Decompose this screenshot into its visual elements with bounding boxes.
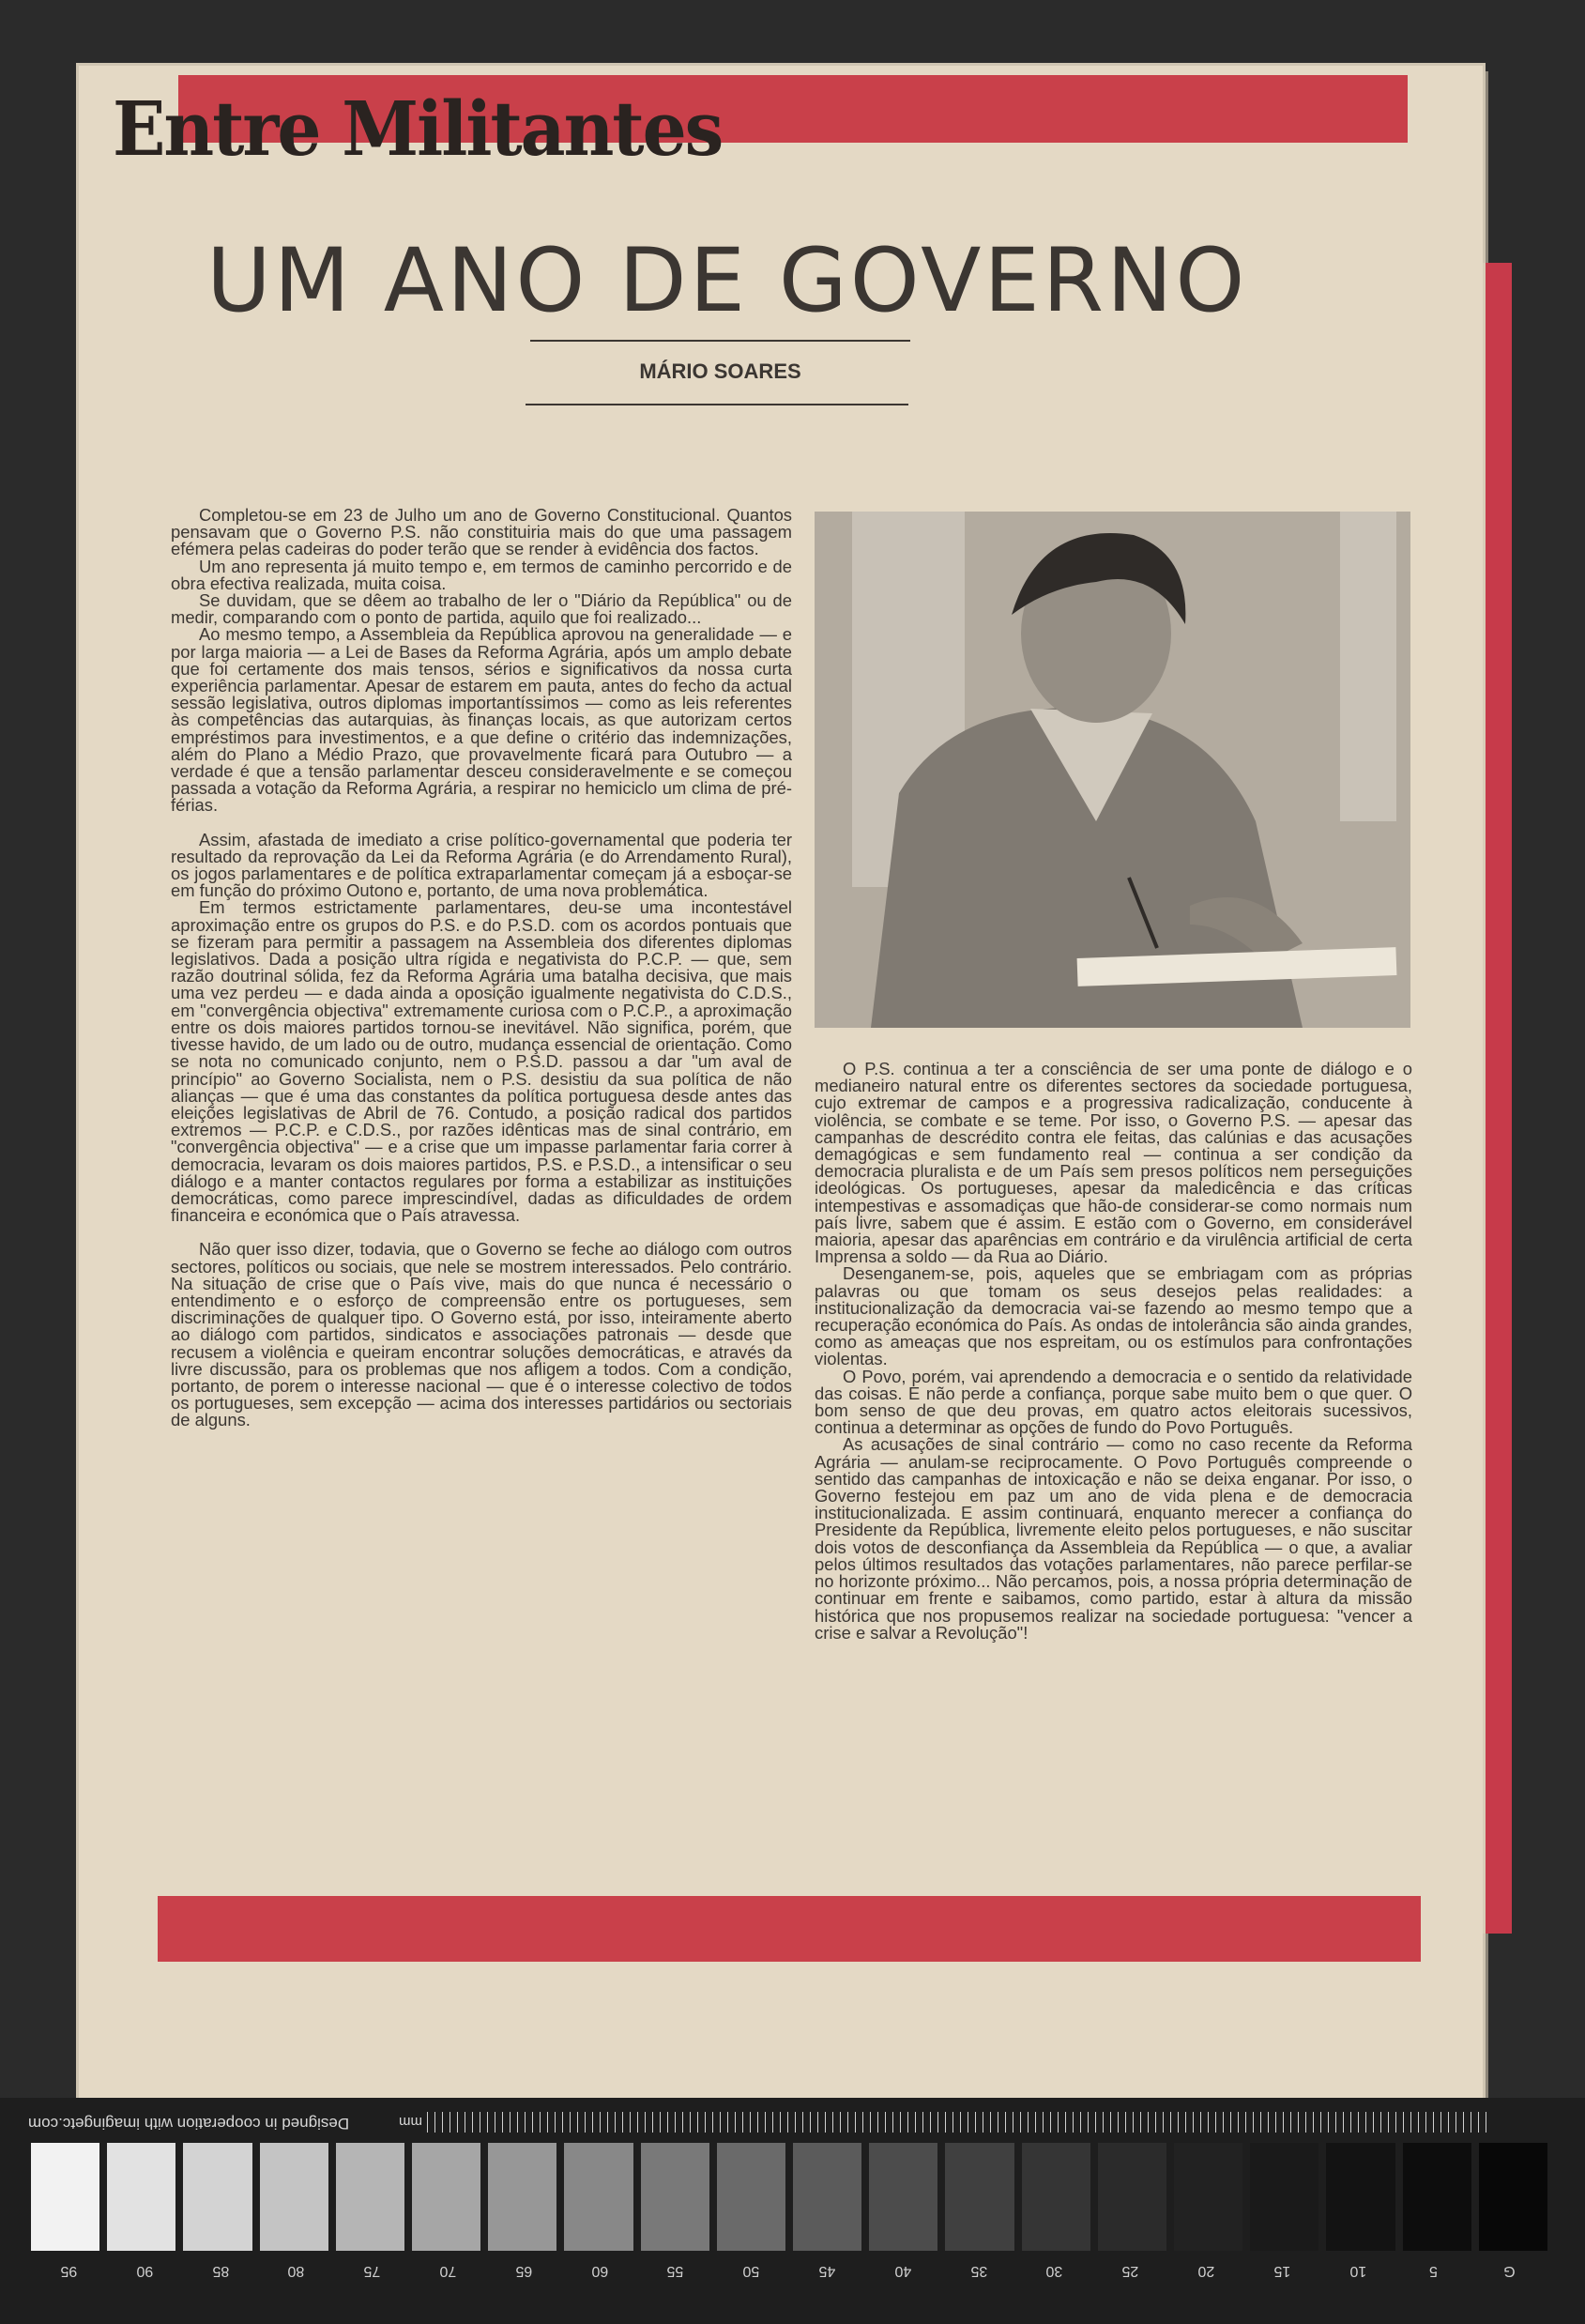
scale-number: 75 bbox=[363, 2263, 381, 2279]
scale-number: 10 bbox=[1349, 2263, 1366, 2279]
scale-number: 85 bbox=[212, 2263, 229, 2279]
article-right-column bbox=[815, 1061, 1412, 1642]
masthead: Entre Militantes bbox=[113, 85, 723, 174]
grey-swatch bbox=[564, 2143, 632, 2251]
paragraph: Ao mesmo tempo, a Assembleia da República aprovou na generalidade — e por larga maioria — a Lei de Bases da Reforma Agrária, após um amplo debate que foi certamente dos mais tensos, sérios e significativos da nossa curta experiência parlamentar. Apesar de estarem em pauta, antes do fecho da actual sessão legislativa, outros diplomas importantíssimos — como as leis referentes às competências das autarquias, às finanças locais, as que autorizam certos empréstimos para investimentos, e a que define o critério das indemnizações, além do Plano a Médio Prazo, que provavelmente ficará para Outubro — a verdade é que a tensão parlamentar desceu consideravelmente e se começou passada a votação da Reforma Agrária, a respirar no hemiciclo um clima de pré-férias. bbox=[171, 624, 792, 816]
grey-swatch bbox=[1250, 2143, 1318, 2251]
scale-number: 45 bbox=[818, 2263, 836, 2279]
grey-swatch bbox=[412, 2143, 480, 2251]
scale-credit: Designed in cooperation with imagingetc.com bbox=[28, 2115, 350, 2133]
grey-swatch bbox=[793, 2143, 861, 2251]
grey-swatch bbox=[1403, 2143, 1471, 2251]
scale-number: 25 bbox=[1121, 2263, 1139, 2279]
scale-numbers bbox=[31, 2262, 1547, 2279]
paragraph: Em termos estrictamente parlamentares, deu-se uma incontestável aproximação entre os grupos do P.S. e do P.S.D. com os acordos pontuais que se fizeram para permitir a passagem na Assembleia dos diferentes diplomas legislativos. Dada a posição ultra rígida e negativista do P.C.P. — que, sem razão doutrinal sólida, fez da Reforma Agrária uma batalha decisiva, que mais uma vez perdeu — e dada ainda a oposição igualmente negativista do C.D.S., em "convergência objectiva" extremamente curiosa com o P.C.P., a aproximação entre os dois maiores partidos tornou-se inevitável. Não significa, porém, que tivesse havido, de um lado ou de outro, mudança essencial de orientação. Como se nota no comunicado conjunto, nem o P.S.D. passou a dar "um aval de princípio" ao Governo Socialista, nem o P.S. desistiu da sua política de não alianças — que é uma das constantes da política portuguesa desde antes das eleições legislativas de Abril de 76. Contudo, a posição radical dos partidos extremos — P.C.P. e C.D.S., por razões idênticas mas de sinal contrário, em "convergência objectiva" — e a crise que um impasse parlamentar faria correr à democracia, levaram os dois maiores partidos, P.S. e P.S.D., a intensificar o seu diálogo e a manter contactos regulares por forma a estabilizar as instituições democráticas, como parece imprescindível, dadas as dificuldades de ordem financeira e económica que o País atravessa. bbox=[171, 897, 792, 1226]
paragraph: O Povo, porém, vai aprendendo a democracia e o sentido da relatividade das coisas. E não perde a confiança, porque sabe muito bem o que quer. O bom senso de que deu provas, em quatro actos eleitorais sucessivos, continua a determinar as opções de fundo do Povo Português. bbox=[815, 1366, 1412, 1438]
paragraph: Se duvidam, que se dêem ao trabalho de ler o "Diário da República" ou de medir, comparando com o ponto de partida, aquilo que foi realizado... bbox=[171, 590, 792, 628]
scale-number: 35 bbox=[970, 2263, 987, 2279]
mm-ruler bbox=[427, 2112, 1491, 2133]
ruler-unit: mm bbox=[399, 2114, 422, 2130]
byline: MÁRIO SOARES bbox=[639, 359, 801, 383]
scale-number: 5 bbox=[1429, 2263, 1439, 2279]
scale-number: 95 bbox=[60, 2263, 78, 2279]
grey-swatch bbox=[869, 2143, 937, 2251]
paragraph: As acusações de sinal contrário — como no caso recente da Reforma Agrária — anulam-se reciprocamente. O Povo Português compreende o sentido das campanhas de intoxicação e não se deixa enganar. Por isso, o Governo festejou em paz um ano de vida plena e de democracia institucionalizada. E assim continuará, enquanto merecer a confiança do Presidente da República, livremente eleito pelos portugueses, e não suscitar dois votos de desconfiança da Assembleia da República — o que, a avaliar pelos últimos resultados das votações parlamentares, não parece perfilar-se no horizonte próximo... Não percamos, pois, a nossa própria determinação de continuar em frente e saibamos, como partido, estar à altura da missão histórica que nos propusemos realizar na sociedade portuguesa: "vencer a crise e salvar a Revolução"! bbox=[815, 1434, 1412, 1643]
paragraph: Não quer isso dizer, todavia, que o Governo se feche ao diálogo com outros sectores, políticos ou sociais, que nele se mostrem interessados. Pelo contrário. Na situação de crise que o País vive, mais do que nunca é necessário o entendimento e o esforço de compreensão entre os portugueses, sem discriminações de qualquer tipo. O Governo está, por isso, inteiramente aberto ao diálogo com partidos, sindicatos e associações patronais — desde que recusem a violência e queiram encontrar soluções democráticas, e através da livre discussão, para os problemas que nos afligem a todos. Com a condição, portanto, de porem o interesse nacional — que é o interesse colectivo de todos os portugueses, sem excepção — acima dos interesses partidários ou sectoriais de alguns. bbox=[171, 1239, 792, 1430]
paragraph: Desenganem-se, pois, aqueles que se embriagam com as próprias palavras ou que tomam os seus desejos pelas realidades: a institucionalização da democracia vai-se fazendo ao mesmo tempo que a recuperação económica do País. As ondas de intolerância são ainda grandes, como as ameaças que nos espreitam, ou os estímulos para confrontações violentas. bbox=[815, 1263, 1412, 1369]
scale-number: 65 bbox=[515, 2263, 533, 2279]
grey-swatch bbox=[641, 2143, 709, 2251]
headline: UM ANO DE GOVERNO bbox=[206, 230, 1248, 332]
grey-swatch bbox=[107, 2143, 175, 2251]
author-photo bbox=[815, 512, 1410, 1028]
photo-illustration bbox=[815, 512, 1410, 1028]
bottom-red-bar bbox=[158, 1896, 1421, 1962]
article-left-column bbox=[171, 507, 792, 1430]
scale-number: G bbox=[1503, 2263, 1516, 2279]
grey-swatch bbox=[31, 2143, 99, 2251]
scale-number: 50 bbox=[742, 2263, 760, 2279]
scale-number: 30 bbox=[1045, 2263, 1063, 2279]
paragraph: Completou-se em 23 de Julho um ano de Governo Constitucional. Quantos pensavam que o Governo P.S. não constituiria mais do que uma passagem efémera pelas cadeiras do poder terão que se render à evidência dos factos. bbox=[171, 505, 792, 559]
paragraph: Um ano representa já muito tempo e, em termos de caminho percorrido e de obra efectiva realizada, muita coisa. bbox=[171, 556, 792, 593]
page-edge bbox=[1483, 263, 1512, 1934]
scale-number: 55 bbox=[666, 2263, 684, 2279]
byline-rule-bottom bbox=[526, 404, 908, 405]
scale-number: 15 bbox=[1273, 2263, 1291, 2279]
grey-swatch bbox=[1022, 2143, 1090, 2251]
scale-number: 90 bbox=[136, 2263, 154, 2279]
scale-number: 70 bbox=[439, 2263, 457, 2279]
grey-swatch bbox=[336, 2143, 404, 2251]
scale-number: 40 bbox=[894, 2263, 912, 2279]
grey-swatch bbox=[183, 2143, 251, 2251]
grey-swatches bbox=[31, 2143, 1547, 2251]
grey-swatch bbox=[717, 2143, 785, 2251]
paragraph: O P.S. continua a ter a consciência de ser uma ponte de diálogo e o medianeiro natural entre os diferentes sectores da sociedade portuguesa, cujo extremar de campos e a progressiva radicalização, conducente à violência, se combate e se teme. Por isso, o Governo P.S. — apesar das campanhas de descrédito contra ele feitas, das calúnias e das acusações demagógicas e sem fundamento real — continua a ser condição da democracia pluralista e de um País sem presos políticos nem perseguições ideológicas. Os portugueses, apesar da maledicência e das críticas intempestivas e assomadiças que hão-de considerar-se como normais num país livre, sabem que é assim. E estão com o Governo, em considerável maioria, apesar das aparências em contrário e da virulência artificial de certa Imprensa a soldo — da Rua ao Diário. bbox=[815, 1059, 1412, 1267]
scale-number: 80 bbox=[287, 2263, 305, 2279]
grey-swatch bbox=[1098, 2143, 1166, 2251]
grey-swatch bbox=[1174, 2143, 1242, 2251]
paragraph: Assim, afastada de imediato a crise político-governamental que poderia ter resultado da reprovação da Lei da Reforma Agrária (e do Arrendamento Rural), os jogos parlamentares e de política extraparlamentar começam já a esboçar-se em função do próximo Outono e, portanto, de uma nova problemática. bbox=[171, 829, 792, 901]
grey-swatch bbox=[945, 2143, 1013, 2251]
grey-swatch bbox=[1326, 2143, 1394, 2251]
byline-rule-top bbox=[530, 340, 910, 342]
scale-number: 60 bbox=[591, 2263, 608, 2279]
grey-swatch bbox=[260, 2143, 328, 2251]
grey-swatch bbox=[488, 2143, 556, 2251]
grey-swatch bbox=[1479, 2143, 1547, 2251]
scale-number: 20 bbox=[1197, 2263, 1215, 2279]
